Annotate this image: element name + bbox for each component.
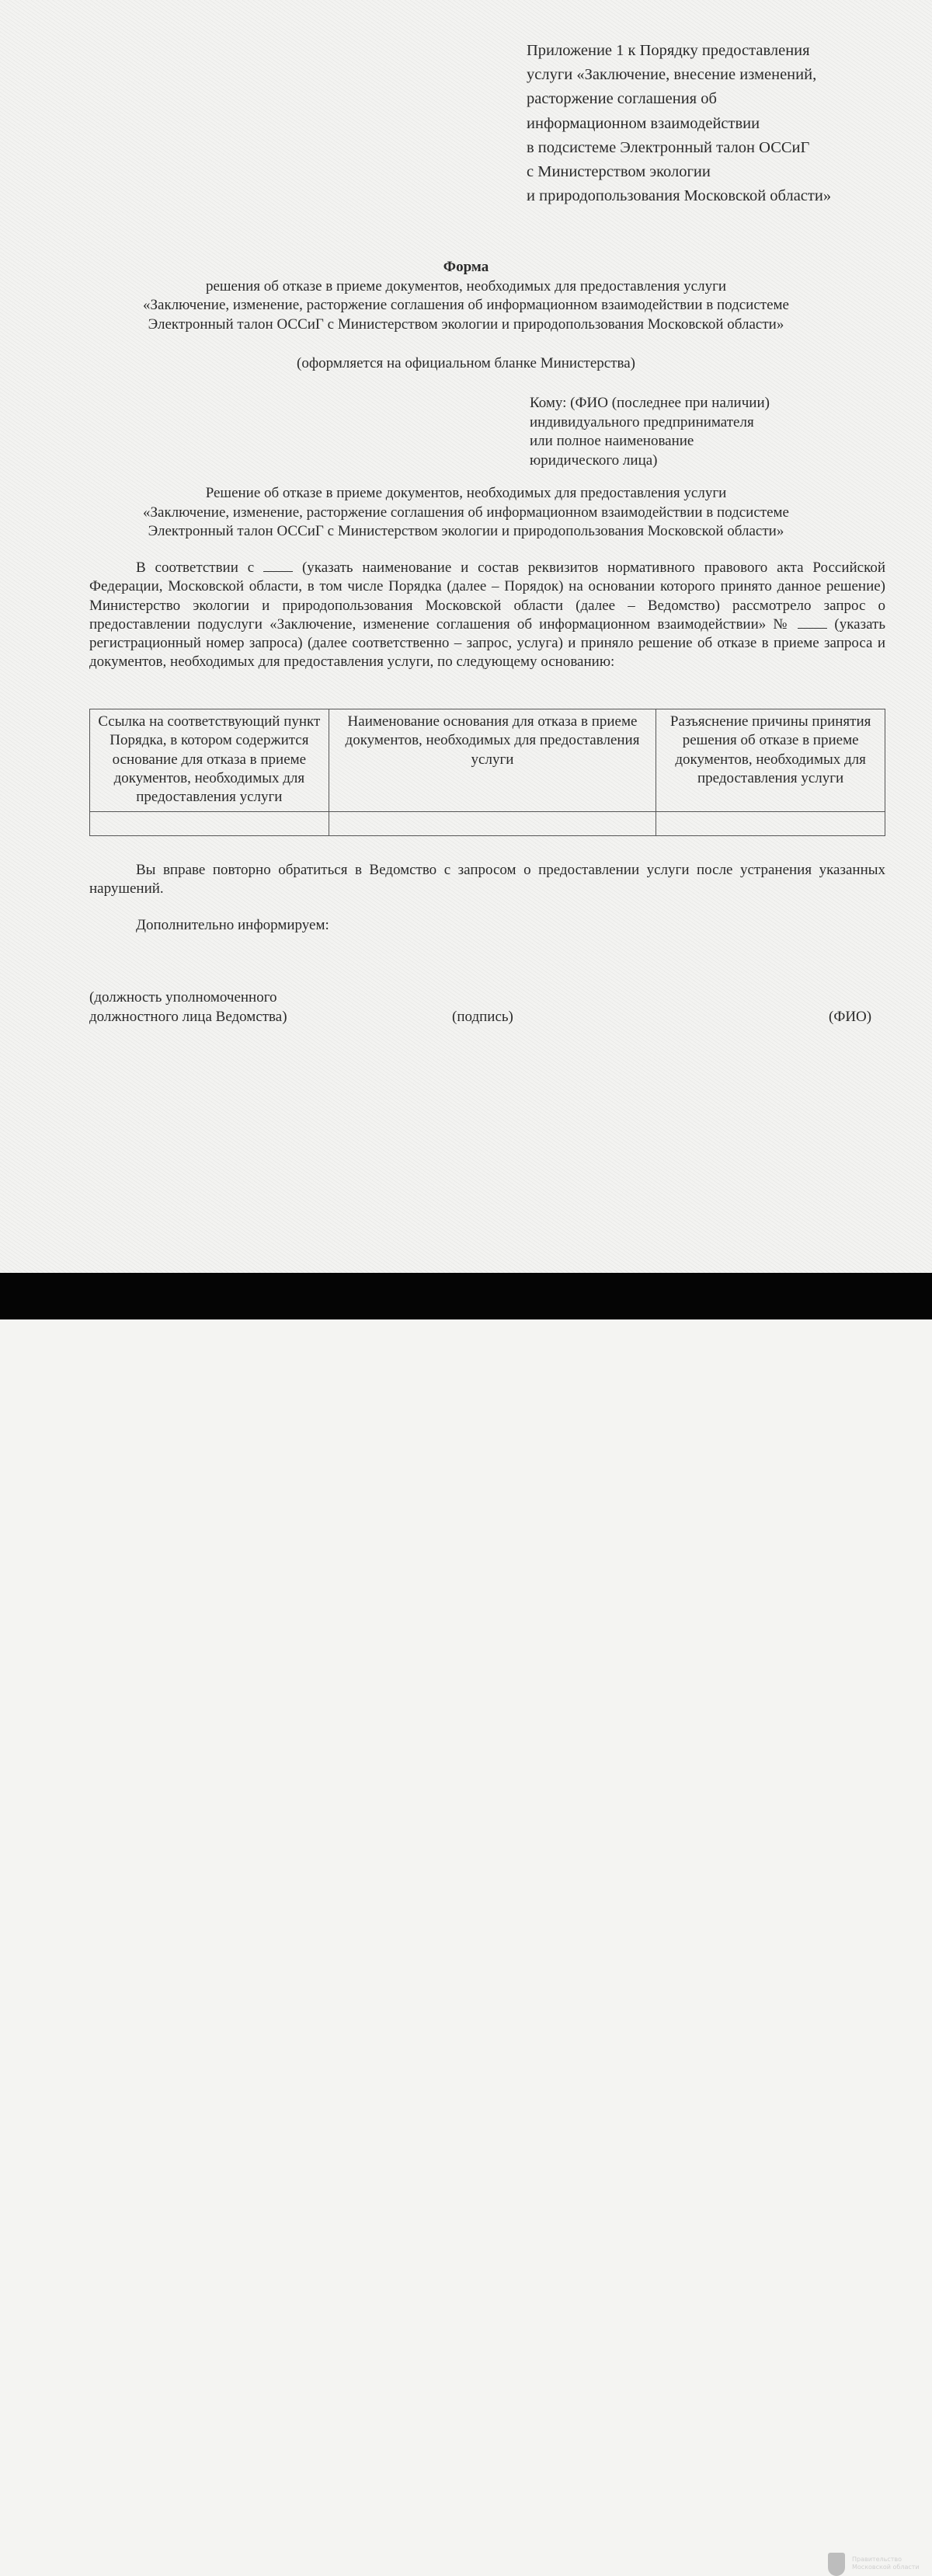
- appendix-line: и природопользования Московской области»: [527, 187, 832, 205]
- form-subtitle-line: «Заключение, изменение, расторжение соглашения об информационном взаимодействии в подсистеме: [143, 297, 789, 313]
- signature-position: [89, 988, 287, 1027]
- footer-line: Правительство: [852, 2556, 902, 2563]
- recipient-line: индивидуального предпринимателя: [530, 413, 754, 430]
- appendix-line: с Министерством экологии: [527, 163, 711, 181]
- footer-caption: [852, 2556, 920, 2571]
- signature-label: (подпись): [452, 1009, 513, 1025]
- blank-note: (оформляется на официальном бланке Министерства): [297, 355, 635, 371]
- appendix-line: в подсистеме Электронный талон ОССиГ: [527, 138, 810, 156]
- additional-info: Дополнительно информируем:: [136, 917, 329, 933]
- reasons-table: [89, 709, 885, 836]
- decision-body: [89, 559, 885, 672]
- table-row: [90, 812, 885, 836]
- table-header-cell: Наименование основания для отказа в приеме документов, необходимых для предоставления услуги: [329, 709, 656, 812]
- decision-title-line: Электронный талон ОССиГ с Министерством экологии и природопользования Московской области»: [148, 523, 784, 539]
- appendix-line: расторжение соглашения об: [527, 90, 717, 108]
- appendix-line: информационном взаимодействии: [527, 114, 760, 132]
- footer-line: Московской области: [852, 2564, 920, 2571]
- blank-field-act: [263, 560, 293, 572]
- body-text: (указать регистрационный номер запроса) (далее соответственно – запрос, услуга) и приняло решение об отказе в приеме запроса и документов, необходимых для предоставления услуги, по следующему основанию:: [89, 615, 885, 671]
- recipient-line: Кому: (ФИО (последнее при наличии): [530, 395, 770, 411]
- appendix-header: [527, 39, 915, 208]
- form-title-block: [78, 258, 854, 334]
- decision-title-line: Решение об отказе в приеме документов, необходимых для предоставления услуги: [205, 485, 727, 501]
- signature-position-line: (должность уполномоченного: [89, 989, 277, 1006]
- decision-title: [78, 484, 854, 542]
- form-heading: Форма: [443, 259, 489, 275]
- table-cell: [90, 812, 329, 836]
- table-header-row: [90, 709, 885, 812]
- table-cell: [656, 812, 885, 836]
- table-header-cell: Разъяснение причины принятия решения об отказе в приеме документов, необходимых для предоставления услуги: [656, 709, 885, 812]
- form-subtitle-line: Электронный талон ОССиГ с Министерством экологии и природопользования Московской области»: [148, 315, 784, 333]
- form-subtitle-line: решения об отказе в приеме документов, необходимых для предоставления услуги: [205, 277, 727, 295]
- table-cell: [329, 812, 656, 836]
- blank-field-number: [798, 617, 827, 629]
- reapply-paragraph: Вы вправе повторно обратиться в Ведомство с запросом о предоставлении услуги после устранения указанных нарушений.: [89, 862, 885, 898]
- appendix-line: Приложение 1 к Порядку предоставления: [527, 42, 810, 59]
- document-page: [0, 0, 932, 1273]
- recipient-line: или полное наименование: [530, 433, 694, 449]
- fio-label: (ФИО): [829, 1009, 872, 1025]
- table-header-cell: Ссылка на соответствующий пункт Порядка, в котором содержится основание для отказа в приеме документов, необходимых для предоставления услуги: [90, 709, 329, 812]
- body-text: (указать наименование и состав реквизитов нормативного правового акта Российской Федерации, Московской области, в том числе Порядка (далее – Порядок) на основании которого принято данное решение) Министерство экологии и природопользования Московской области (далее – Ведомство) рассмотрело запрос о предоставлении подуслуги «Заключение, изменение соглашения об информационном взаимодействии» №: [89, 559, 886, 633]
- body-text: В соответствии с: [136, 559, 255, 576]
- recipient-block: [530, 394, 871, 470]
- decision-title-line: «Заключение, изменение, расторжение соглашения об информационном взаимодействии в подсистеме: [143, 504, 789, 521]
- footer-bar: [0, 1273, 932, 2571]
- appendix-line: услуги «Заключение, внесение изменений,: [527, 66, 817, 84]
- recipient-line: юридического лица): [530, 451, 658, 469]
- coat-of-arms-icon: [828, 2553, 845, 2576]
- signature-position-line: должностного лица Ведомства): [89, 1008, 287, 1025]
